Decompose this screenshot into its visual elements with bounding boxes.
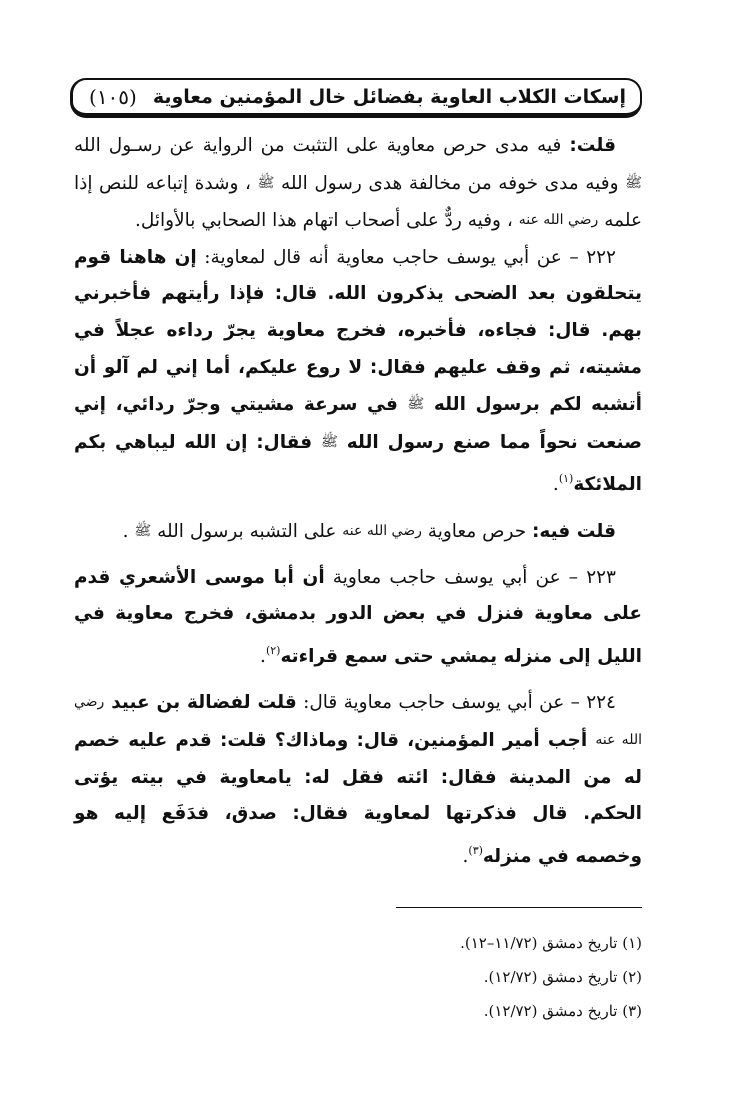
- text-span: .: [462, 845, 469, 867]
- text-span: حرص معاوية: [421, 520, 533, 542]
- hadith-text: أن أبا موسى الأشعري قدم على معاوية فنزل في بعض الدور بدمشق، فخرج معاوية في الليل إلى منزله يمشي حتى سمع قراءته: [74, 566, 642, 667]
- text-span: .: [122, 520, 135, 542]
- footnotes: [242, 926, 642, 1028]
- paragraph-lead: قلت:: [569, 135, 616, 156]
- hadith-222: [74, 240, 642, 504]
- text-span: .: [260, 645, 266, 667]
- hadith-223: [74, 560, 642, 676]
- hadith-intro: ٢٢٢ – عن أبي يوسف حاجب معاوية أنه قال لمعاوية:: [196, 246, 616, 268]
- paragraph-comment-2: [74, 513, 642, 551]
- radiallah-glyph: رضي الله عنه: [342, 522, 422, 539]
- hadith-text: أجب أمير المؤمنين، قال: وماذاك؟ قلت: قدم عليه خصم له من المدينة فقال: ائته فقل له: يامعاوية في بيته يؤتى الحكم. قال فذكرتها لمعاوية فقال: صدق، فدَفَع إليه هو وخصمه في منزله: [74, 729, 642, 867]
- text-span: .: [552, 474, 559, 496]
- hadith-224: [74, 684, 642, 875]
- radiallah-glyph: رضي الله عنه: [518, 212, 599, 229]
- running-header: [70, 78, 642, 118]
- book-title: إسكات الكلاب العاوية بفضائل خال المؤمنين معاوية: [152, 86, 626, 108]
- footnote-2: (٢) تاريخ دمشق (١٢/٧٢).: [483, 968, 642, 986]
- text-span: ، وشدة إتباعه للنص إذا علمه: [74, 172, 642, 232]
- salutation-glyph: ﷺ: [134, 522, 152, 539]
- hadith-text: في سرعة مشيتي وجرّ ردائي، إني صنعت نحواً مما صنع رسول الله: [74, 394, 642, 453]
- text-span: وفيه مدى خوفه من مخالفة هدى رسول الله: [274, 172, 626, 194]
- text-span: ، وفيه ردٌّ على أصحاب اتهام هذا الصحابي بالأوائل.: [135, 210, 519, 232]
- hadith-intro: ٢٢٣ – عن أبي يوسف حاجب معاوية: [324, 566, 616, 588]
- footnote-ref: (١): [558, 472, 574, 486]
- salutation-glyph: ﷺ: [625, 174, 642, 191]
- salutation-glyph: ﷺ: [320, 433, 338, 450]
- hadith-text: إن هاهنا قوم يتحلقون بعد الضحى يذكرون الله. قال: فإذا رأيتهم فأخبرني بهم. قال: فجاءه، فأخبره، فخرج معاوية يجرّ رداءه عجلاً في مشيته، ثم وقف عليهم فقال: لا روع عليكم، أما إني لم آلو أن أتشبه لكم برسول الله: [74, 246, 643, 416]
- footnote-1: (١) تاريخ دمشق (١١/٧٢–١٢).: [460, 934, 642, 952]
- main-text: [74, 128, 642, 875]
- footnote-ref: (٣): [468, 843, 483, 857]
- text-span: فيه مدى حرص معاوية على التثبت من الرواية عن رسـول الله: [74, 135, 570, 156]
- page-number: (١٠٥): [89, 85, 137, 109]
- hadith-text: فقال: إن الله ليباهي بكم الملائكة: [74, 431, 642, 496]
- salutation-glyph: ﷺ: [257, 174, 275, 191]
- hadith-intro: ٢٢٤ – عن أبي يوسف حاجب معاوية قال:: [296, 692, 616, 714]
- footnote-separator: [396, 907, 642, 908]
- footnote-ref: (٢): [265, 643, 281, 657]
- salutation-glyph: ﷺ: [407, 396, 425, 413]
- hadith-text: قلت لفضالة بن عبيد: [104, 692, 297, 714]
- paragraph-lead: قلت فيه:: [532, 520, 616, 542]
- paragraph-comment-1: [74, 128, 642, 240]
- footnote-3: (٣) تاريخ دمشق (١٢/٧٢).: [483, 1002, 642, 1020]
- text-span: على التشبه برسول الله: [151, 520, 343, 542]
- radiallah-glyph: رضي الله عنه: [74, 694, 642, 748]
